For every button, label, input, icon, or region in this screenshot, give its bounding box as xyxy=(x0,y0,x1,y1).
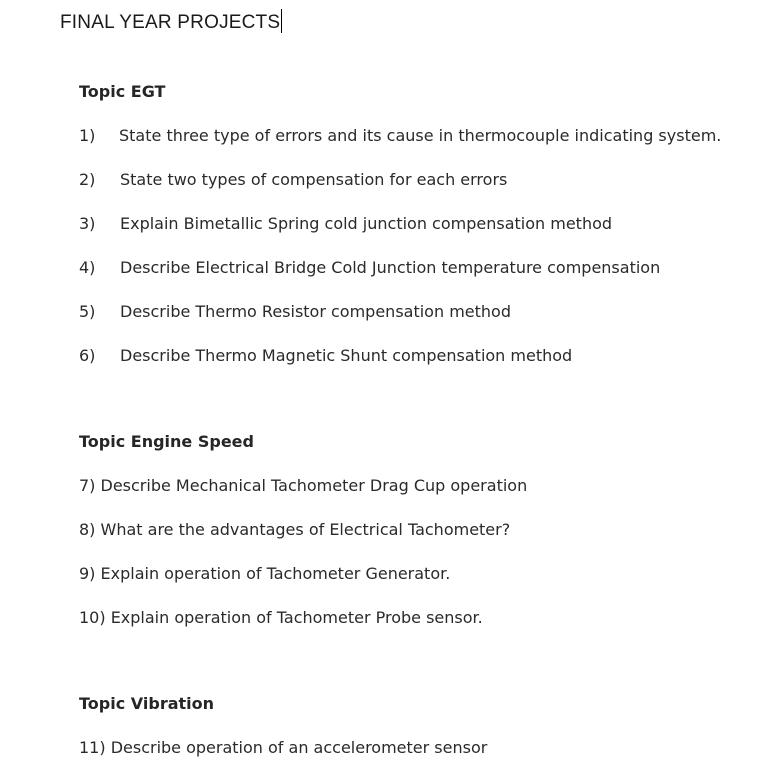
list-item xyxy=(79,256,721,300)
item-text: Describe Thermo Resistor compensation method xyxy=(120,302,511,321)
item-text: 9) Explain operation of Tachometer Generator. xyxy=(79,564,451,583)
section-heading: Topic Engine Speed xyxy=(79,432,254,451)
list-item xyxy=(79,606,527,650)
list-item xyxy=(79,474,527,518)
section-topic-engine-speed xyxy=(79,430,527,650)
section-topic-vibration xyxy=(79,692,487,780)
list-item xyxy=(79,344,721,388)
item-text: State two types of compensation for each errors xyxy=(120,170,508,189)
list-item xyxy=(79,124,721,168)
document-title-text: FINAL YEAR PROJECTS xyxy=(60,12,281,33)
section-heading: Topic EGT xyxy=(79,82,166,101)
item-number: 6) xyxy=(79,346,96,365)
list-item xyxy=(79,168,721,212)
item-text: State three type of errors and its cause in thermocouple indicating system. xyxy=(119,126,722,145)
item-text: 11) Describe operation of an accelerometer sensor xyxy=(79,738,488,757)
item-text: Describe Electrical Bridge Cold Junction temperature compensation xyxy=(120,258,661,277)
list-item xyxy=(79,736,487,780)
list-item xyxy=(79,518,527,562)
item-number: 2) xyxy=(79,170,96,189)
item-number: 3) xyxy=(79,214,96,233)
item-text: Describe Thermo Magnetic Shunt compensation method xyxy=(120,346,573,365)
section-heading: Topic Vibration xyxy=(79,694,215,713)
text-cursor xyxy=(281,9,282,33)
item-text: Explain Bimetallic Spring cold junction compensation method xyxy=(120,214,613,233)
item-text: 7) Describe Mechanical Tachometer Drag Cup operation xyxy=(79,476,528,495)
section-topic-egt xyxy=(79,80,721,388)
item-text: 8) What are the advantages of Electrical Tachometer? xyxy=(79,520,511,539)
list-item xyxy=(79,212,721,256)
list-item xyxy=(79,562,527,606)
item-number: 5) xyxy=(79,302,96,321)
document-title[interactable] xyxy=(60,9,282,34)
item-number: 1) xyxy=(79,126,96,145)
item-text: 10) Explain operation of Tachometer Probe sensor. xyxy=(79,608,483,627)
list-item xyxy=(79,300,721,344)
item-number: 4) xyxy=(79,258,96,277)
